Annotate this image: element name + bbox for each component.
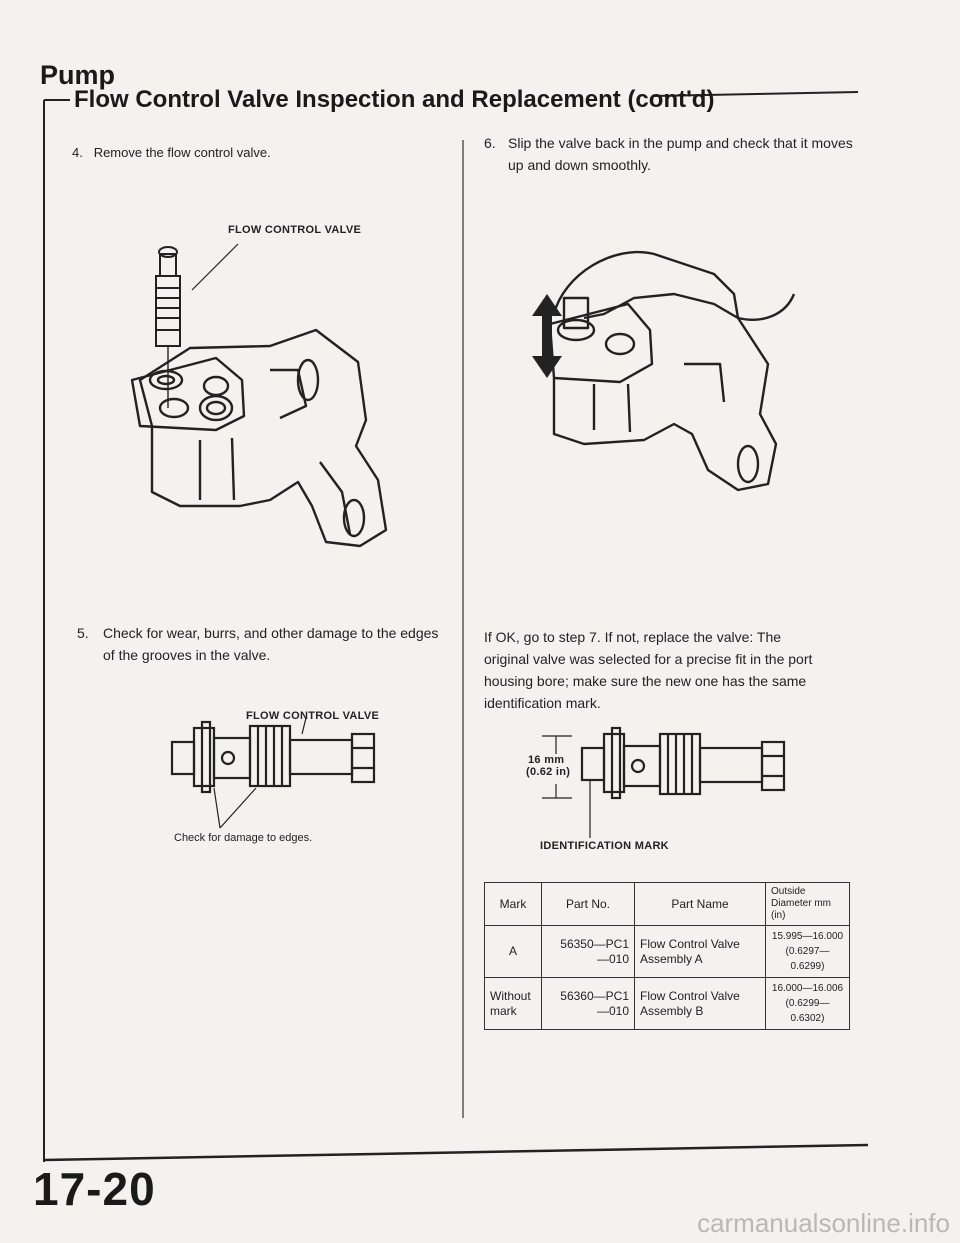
header-part-name: Part Name: [635, 883, 766, 926]
header-part-no: Part No.: [542, 883, 635, 926]
row-part-no: [542, 926, 635, 978]
od-line-2: (0.6297—0.6299): [785, 946, 830, 972]
part-no-line-1: 56360—PC1: [560, 988, 629, 1003]
part-name-line-2: Assembly A: [640, 951, 703, 966]
row-part-no: [542, 978, 635, 1030]
part-name-line-1: Flow Control Valve: [640, 988, 740, 1003]
step-4-number: 4.: [72, 145, 83, 160]
subsection-title: Flow Control Valve Inspection and Replacement (cont'd): [74, 86, 715, 113]
part-name-line-1: Flow Control Valve: [640, 936, 740, 951]
part-no-line-2: —010: [596, 1003, 629, 1018]
section-title: Pump: [40, 60, 116, 90]
od-line-1: 16.000—16.006: [771, 983, 844, 994]
page-number: 17-20: [33, 1163, 156, 1215]
row-outside-diameter: [766, 978, 850, 1030]
table-row: [485, 978, 850, 1030]
damage-check-caption: Check for damage to edges.: [174, 832, 313, 844]
header-outside-diameter: Outside Diameter mm (in): [766, 883, 850, 926]
part-no-line-2: —010: [596, 951, 629, 966]
part-no-line-1: 56350—PC1: [560, 936, 629, 951]
spec-table: [484, 882, 850, 1030]
pump-illustration-remove-valve: [120, 230, 440, 570]
row-mark: A: [485, 926, 542, 978]
dimension-mm: 16 mm: [528, 754, 565, 766]
row-mark: Without mark: [485, 978, 542, 1030]
step-5-text: Check for wear, burrs, and other damage to the edges of the grooves in the valve.: [103, 625, 439, 663]
step-5: [77, 622, 443, 666]
step-6-number: 6.: [484, 135, 496, 151]
step-6-text: Slip the valve back in the pump and check that it moves up and down smoothly.: [508, 135, 853, 173]
step-4: [72, 142, 271, 164]
replace-valve-note: If OK, go to step 7. If not, replace the valve: The original valve was selected for a precise fit in the port housing bore; make sure the new one has the same identification mark.: [484, 629, 813, 711]
step-5-number: 5.: [77, 625, 89, 641]
table-header-row: [485, 883, 850, 926]
row-outside-diameter: [766, 926, 850, 978]
od-line-2: (0.6299—0.6302): [785, 998, 830, 1024]
step-4-text: Remove the flow control valve.: [93, 145, 271, 160]
identification-mark-label: IDENTIFICATION MARK: [540, 840, 669, 852]
valve-side-view-1: [160, 718, 400, 848]
flow-control-valve-label-2: FLOW CONTROL VALVE: [246, 710, 380, 722]
step-6: [484, 132, 854, 176]
part-name-line-2: Assembly B: [640, 1003, 704, 1018]
dimension-in: (0.62 in): [526, 766, 571, 778]
od-line-1: 15.995—16.000: [771, 931, 844, 942]
header-mark: Mark: [485, 883, 542, 926]
table-row: [485, 926, 850, 978]
watermark: carmanualsonline.info: [697, 1208, 950, 1238]
valve-side-view-2: [520, 726, 800, 856]
row-part-name: [635, 978, 766, 1030]
pump-illustration-check-valve: [524, 234, 814, 534]
row-part-name: [635, 926, 766, 978]
flow-control-valve-label-1: FLOW CONTROL VALVE: [228, 224, 362, 236]
